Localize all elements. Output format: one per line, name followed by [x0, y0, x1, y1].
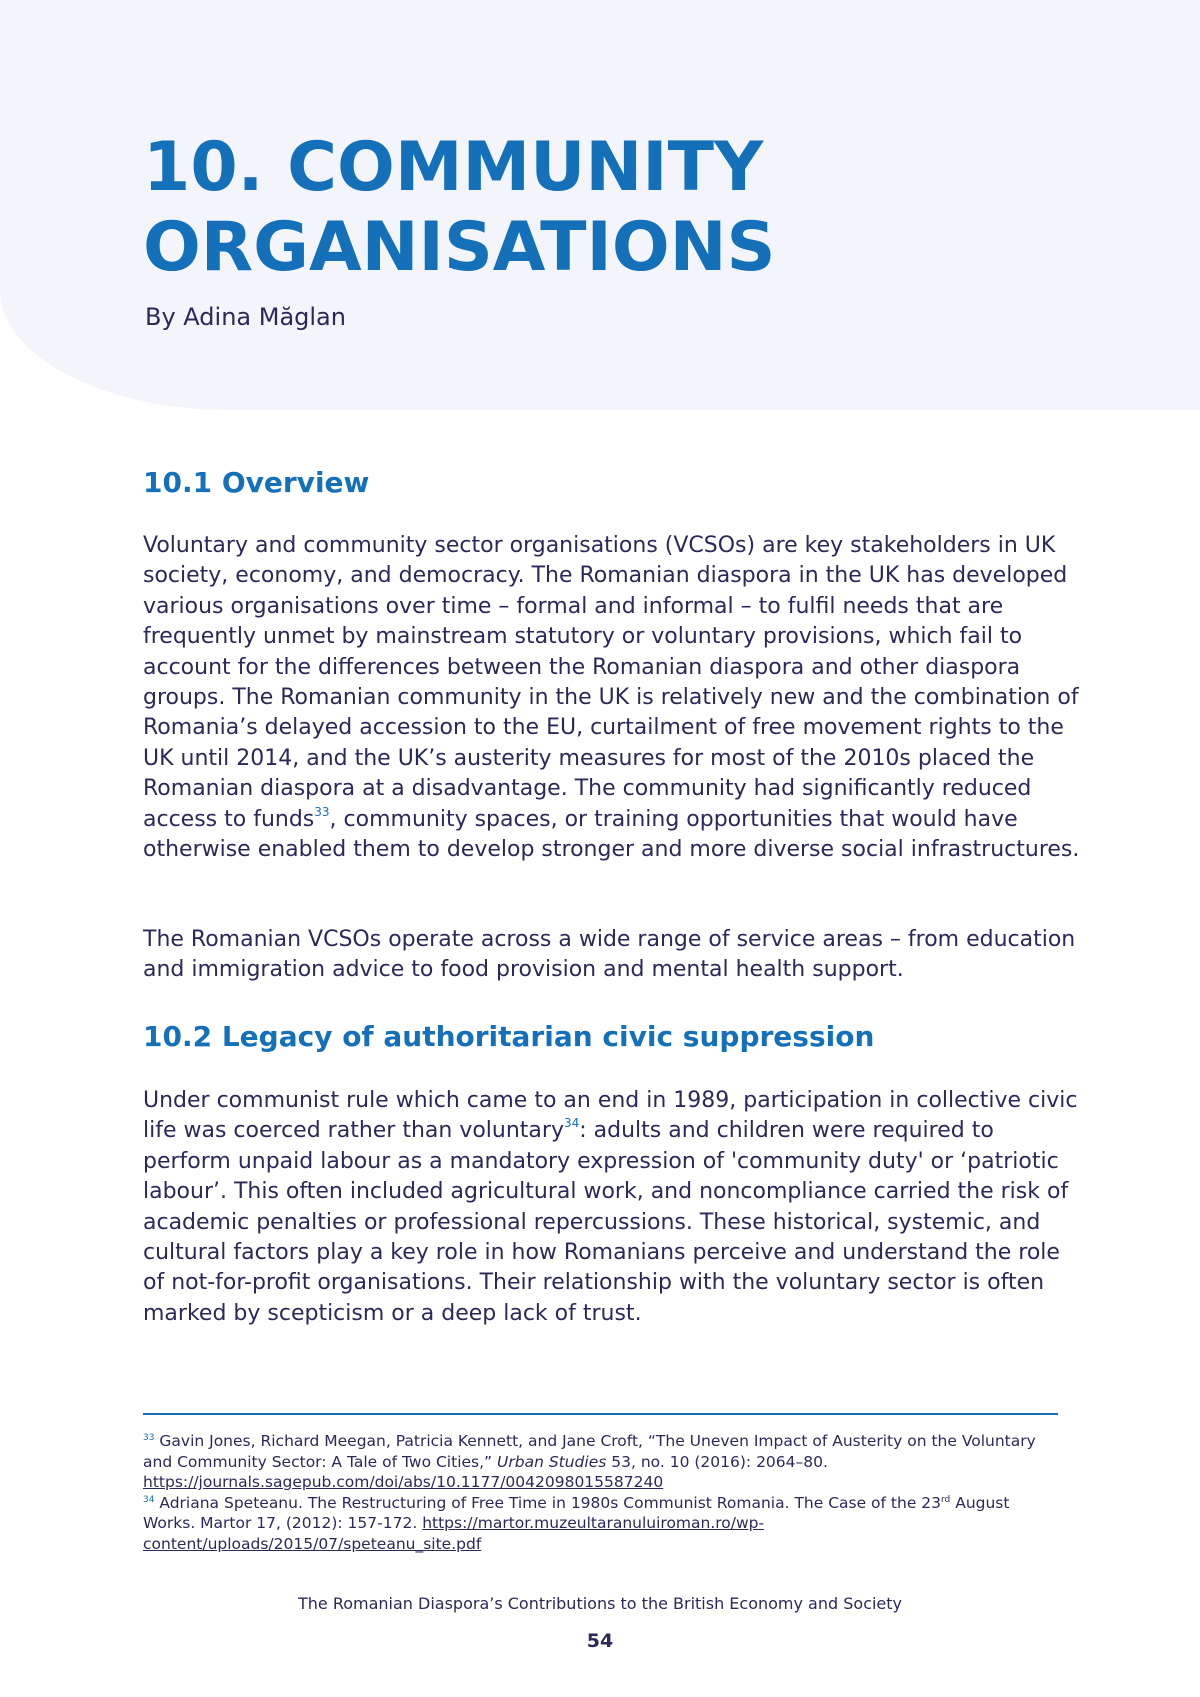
legacy-text-b: : adults and children were required to perform unpaid labour as a mandatory expression of 'community duty' or ‘patriotic labour’. This often included agricultural work, and noncompliance carried the risk of academic penalties or professional repercussions. These historical, systemic, and cultural factors play a key role in how Romanians perceive and understand the role of not-for-profit organisations. Their relationship with the voluntary sector is often marked by scepticism or a deep lack of trust.: [143, 1118, 1069, 1326]
legacy-text-a: Under communist rule which came to an end in 1989, participation in collective civic life was coerced rather than voluntary: [143, 1088, 1078, 1144]
page-number: 54: [586, 1630, 614, 1652]
section-heading-legacy: 10.2 Legacy of authoritarian civic suppression: [143, 1020, 875, 1053]
footnote-33-number: 33: [143, 1433, 155, 1443]
footnote-34-number: 34: [143, 1494, 155, 1505]
footnote-33-journal: Urban Studies: [497, 1452, 607, 1471]
footnote-34-text-b: August Works. Martor 17, (2012): 157-172.: [143, 1493, 1010, 1532]
chapter-title: [143, 128, 776, 288]
overview-p1-text-b: , community spaces, or training opportunities that would have otherwise enabled them to develop stronger and more diverse social infrastructures.: [143, 806, 1080, 863]
chapter-title-line2: ORGANISATIONS: [143, 208, 776, 287]
chapter-title-line1: 10. COMMUNITY: [143, 128, 764, 207]
overview-paragraph-1: [143, 531, 1083, 865]
publication-footer: The Romanian Diaspora’s Contributions to the British Economy and Society: [297, 1594, 903, 1613]
footnote-ref-33[interactable]: 33: [314, 804, 330, 819]
footnotes: [143, 1431, 1063, 1554]
footnote-34: [143, 1493, 1063, 1555]
footnote-34-ordinal: rd: [941, 1494, 951, 1505]
legacy-paragraph: [143, 1086, 1083, 1329]
section-heading-overview: 10.1 Overview: [143, 466, 370, 499]
footnote-33-text-b: 53, no. 10 (2016): 2064–80.: [611, 1452, 828, 1471]
footnote-33: [143, 1431, 1063, 1493]
overview-paragraph-2: The Romanian VCSOs operate across a wide range of service areas – from education and immigration advice to food provision and mental health support.: [143, 927, 1076, 983]
footnote-divider: [143, 1413, 1058, 1415]
footnote-33-link[interactable]: https://journals.sagepub.com/doi/abs/10.1177/0042098015587240: [143, 1473, 664, 1491]
footnote-ref-34[interactable]: 34: [563, 1116, 580, 1131]
footnote-34-link[interactable]: https://martor.muzeultaranuluiroman.ro/wp-content/uploads/2015/07/speteanu_site.pdf: [143, 1514, 765, 1553]
footnote-34-text-a: Adriana Speteanu. The Restructuring of Free Time in 1980s Communist Romania. The Case of the 23: [159, 1493, 942, 1512]
overview-p1-text-a: Voluntary and community sector organisations (VCSOs) are key stakeholders in UK society, economy, and democracy. The Romanian diaspora in the UK has developed various organisations over time – formal and informal – to fulfil needs that are frequently unmet by mainstream statutory or voluntary provisions, which fail to account for the differences between the Romanian diaspora and other diaspora groups. The Romanian community in the UK is relatively new and the combination of Romania’s delayed accession to the EU, curtailment of free movement rights to the UK until 2014, and the UK’s austerity measures for most of the 2010s placed the Romanian diaspora at a disadvantage. The community had significantly reduced access to funds: [143, 533, 1079, 832]
footnote-33-text-a: Gavin Jones, Richard Meegan, Patricia Kennett, and Jane Croft, “The Uneven Impact of Austerity on the Voluntary and Community Sector: A Tale of Two Cities,”: [143, 1432, 1036, 1471]
author-byline: By Adina Măglan: [145, 303, 346, 331]
